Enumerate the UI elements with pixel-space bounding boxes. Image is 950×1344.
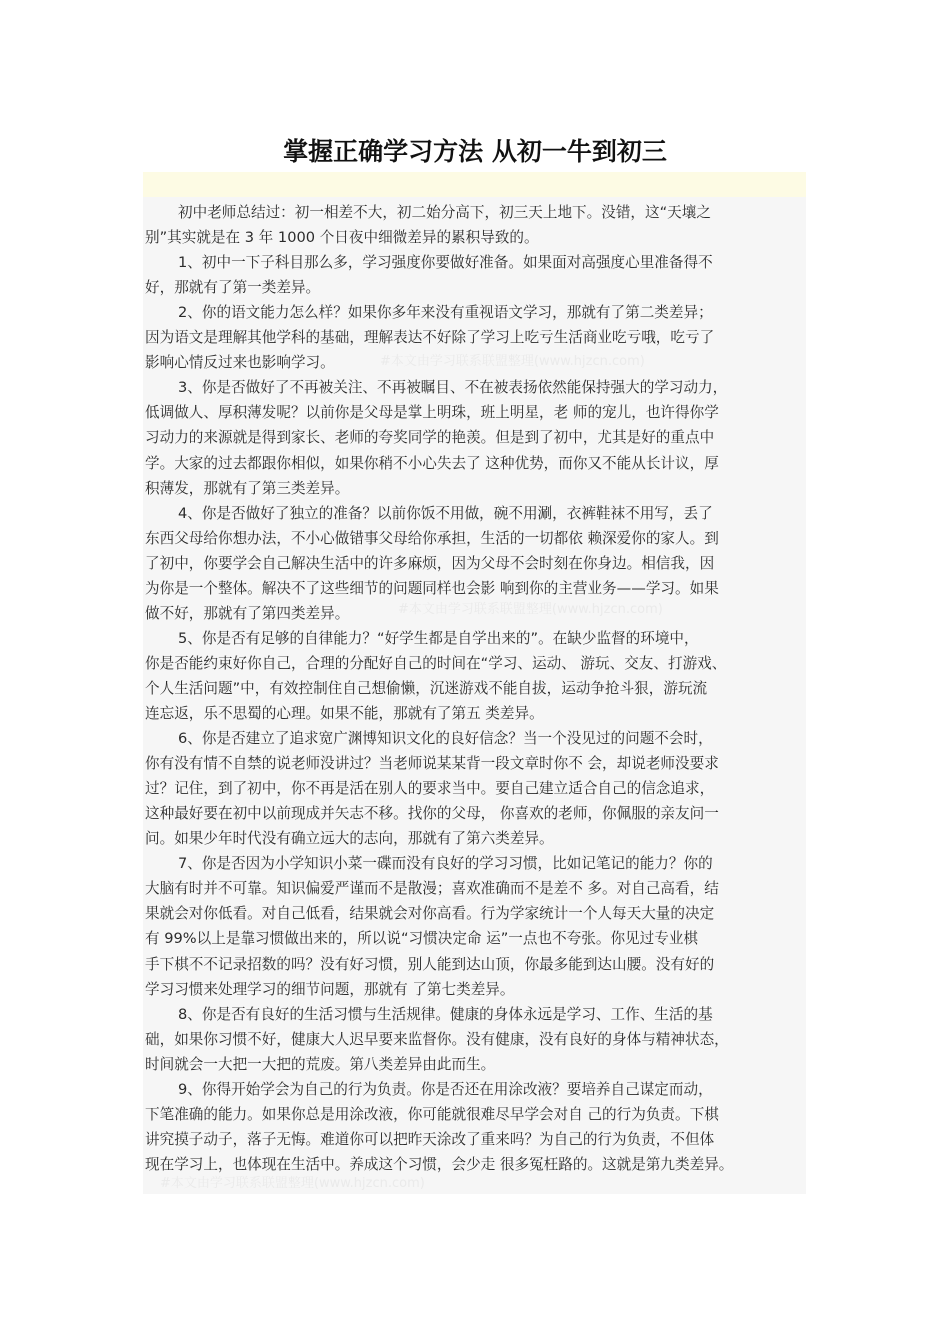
text-line: 4、你是否做好了独立的准备？以前你饭不用做，碗不用涮，衣裤鞋袜不用写，丢了 (178, 505, 713, 522)
text-line: 你是否能约束好你自己，合理的分配好自己的时间在“学习、运动、 游玩、交友、打游戏、 (145, 655, 727, 672)
text-line: 习动力的来源就是得到家长、老师的夸奖同学的艳羡。但是到了初中，尤其是好的重点中 (145, 429, 715, 446)
text-line: 学习习惯来处理学习的细节问题，那就有 了第七类差异。 (145, 981, 515, 998)
text-line: 6、你是否建立了追求宽广渊博知识文化的良好信念？当一个没见过的问题不会时， (178, 730, 713, 747)
text-line: 2、你的语文能力怎么样？如果你多年来没有重视语文学习，那就有了第二类差异； (178, 304, 713, 321)
text-line: 你有没有情不自禁的说老师没讲过？当老师说某某背一段文章时你不 会，却说老师没要求 (145, 755, 719, 772)
text-line: 果就会对你低看。对自己低看，结果就会对你高看。行为学家统计一个人每天大量的决定 (145, 905, 715, 922)
text-line: 时间就会一大把一大把的荒废。第八类差异由此而生。 (145, 1056, 496, 1073)
text-line: 积薄发，那就有了第三类差异。 (145, 480, 350, 497)
text-line: 为你是一个整体。解决不了这些细节的问题同样也会影 响到你的主营业务——学习。如果 (145, 580, 719, 597)
text-line: 做不好，那就有了第四类差异。 (145, 605, 350, 622)
text-line: 础，如果你习惯不好，健康大人迟早要来监督你。没有健康，没有良好的身体与精神状态， (145, 1031, 729, 1048)
text-line: 下笔准确的能力。如果你总是用涂改液，你可能就很难尽早学会对自 己的行为负责。下棋 (145, 1106, 719, 1123)
text-line: 因为语文是理解其他学科的基础，理解表达不好除了学习上吃亏生活商业吃亏哦，吃亏了 (145, 329, 715, 346)
watermark: #本文由学习联系联盟整理(www.hjzcn.com) (160, 1176, 425, 1191)
text-line: 5、你是否有足够的自律能力？“好学生都是自学出来的”。在缺少监督的环境中， (178, 630, 699, 647)
text-line: 1、初中一下子科目那么多，学习强度你要做好准备。如果面对高强度心里准备得不 (178, 254, 713, 271)
text-line: 过？记住，到了初中，你不再是活在别人的要求当中。要自己建立适合自己的信念追求， (145, 780, 715, 797)
text-line: 9、你得开始学会为自己的行为负责。你是否还在用涂改液？要培养自己谋定而动， (178, 1081, 713, 1098)
text-line: 3、你是否做好了不再被关注、不再被瞩目、不在被表扬依然能保持强大的学习动力， (178, 379, 728, 396)
text-line: 低调做人、厚积薄发呢？以前你是父母是掌上明珠，班上明星，老 师的宠儿，也许得你学 (145, 404, 719, 421)
text-line: 有 99%以上是靠习惯做出来的，所以说“习惯决定命 运”一点也不夸张。你见过专业棋 (145, 930, 699, 947)
text-line: 影响心情反过来也影响学习。 (145, 354, 335, 371)
text-line: 初中老师总结过：初一相差不大，初二始分高下，初三天上地下。没错，这“天壤之 (178, 204, 711, 221)
text-line: 问。如果少年时代没有确立远大的志向，那就有了第六类差异。 (145, 830, 554, 847)
text-line: 了初中，你要学会自己解决生活中的许多麻烦，因为父母不会时刻在你身边。相信我，因 (145, 555, 715, 572)
text-line: 手下棋不不记录招数的吗？没有好习惯，别人能到达山顶，你最多能到达山腰。没有好的 (145, 956, 715, 973)
text-line: 现在学习上，也体现在生活中。养成这个习惯，会少走 很多冤枉路的。这就是第九类差异。 (145, 1156, 734, 1173)
text-line: 大脑有时并不可靠。知识偏爱严谨而不是散漫；喜欢准确而不是差不 多。对自己高看，结 (145, 880, 719, 897)
text-line: 连忘返，乐不思蜀的心理。如果不能，那就有了第五 类差异。 (145, 705, 544, 722)
text-line: 7、你是否因为小学知识小菜一碟而没有良好的学习习惯，比如记笔记的能力？你的 (178, 855, 713, 872)
text-line: 个人生活问题”中，有效控制住自己想偷懒，沉迷游戏不能自拔，运动争抢斗狠，游玩流 (145, 680, 708, 697)
text-line: 这种最好要在初中以前现成并矢志不移。找你的父母， 你喜欢的老师，你佩服的亲友问一 (145, 805, 719, 822)
page-title: 掌握正确学习方法 从初一牛到初三 (283, 137, 667, 166)
text-line: 8、你是否有良好的生活习惯与生活规律。健康的身体永远是学习、工作、生活的基 (178, 1006, 713, 1023)
text-line: 讲究摸子动子，落子无悔。难道你可以把昨天涂改了重来吗？为自己的行为负责，不但体 (145, 1131, 715, 1148)
text-line: 别”其实就是在 3 年 1000 个日夜中细微差异的累积导致的。 (145, 229, 539, 246)
watermark: #本文由学习联系联盟整理(www.hjzcn.com) (398, 602, 663, 617)
text-line: 好，那就有了第一类差异。 (145, 279, 321, 296)
text-line: 学。大家的过去都跟你相似，如果你稍不小心失去了 这种优势，而你又不能从长计议，厚 (145, 455, 719, 472)
title-band (143, 172, 806, 197)
watermark: #本文由学习联系联盟整理(www.hjzcn.com) (380, 354, 645, 369)
text-line: 东西父母给你想办法，不小心做错事父母给你承担，生活的一切都依 赖深爱你的家人。到 (145, 530, 719, 547)
